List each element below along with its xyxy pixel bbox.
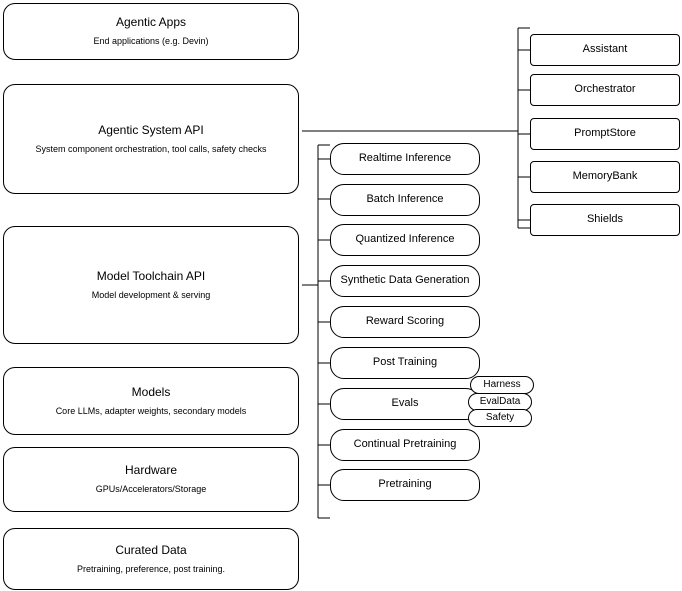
toolchain-label: Quantized Inference bbox=[355, 233, 455, 246]
component-shields[interactable] bbox=[530, 204, 680, 236]
toolchain-label: Continual Pretraining bbox=[353, 438, 457, 451]
toolchain-realtime-inference[interactable] bbox=[330, 143, 480, 175]
layer-agentic-apps[interactable] bbox=[3, 3, 299, 60]
component-memorybank[interactable] bbox=[530, 161, 680, 193]
toolchain-synthetic-data-generation[interactable] bbox=[330, 265, 480, 297]
eval-subcomponent-label: EvalData bbox=[479, 395, 521, 407]
layer-subtitle: System component orchestration, tool calls, safety checks bbox=[35, 143, 267, 154]
component-orchestrator[interactable] bbox=[530, 74, 680, 106]
component-label: Assistant bbox=[582, 43, 628, 56]
layer-subtitle: Core LLMs, adapter weights, secondary models bbox=[55, 405, 247, 416]
component-label: Orchestrator bbox=[574, 83, 636, 96]
layer-subtitle: GPUs/Accelerators/Storage bbox=[95, 484, 207, 495]
layer-title: Curated Data bbox=[115, 542, 187, 557]
toolchain-label: Pretraining bbox=[378, 478, 432, 491]
toolchain-post-training[interactable] bbox=[330, 347, 480, 379]
eval-subcomponent-label: Safety bbox=[485, 411, 515, 423]
toolchain-label: Evals bbox=[391, 397, 419, 410]
toolchain-label: Post Training bbox=[372, 356, 438, 369]
toolchain-batch-inference[interactable] bbox=[330, 184, 480, 216]
layer-subtitle: End applications (e.g. Devin) bbox=[93, 36, 209, 47]
layer-hardware[interactable] bbox=[3, 447, 299, 512]
toolchain-quantized-inference[interactable] bbox=[330, 224, 480, 256]
toolchain-label: Batch Inference bbox=[366, 193, 444, 206]
layer-models[interactable] bbox=[3, 367, 299, 435]
toolchain-label: Reward Scoring bbox=[365, 315, 445, 328]
component-promptstore[interactable] bbox=[530, 118, 680, 150]
layer-title: Model Toolchain API bbox=[96, 268, 206, 283]
layer-title: Agentic Apps bbox=[115, 15, 187, 30]
layer-title: Models bbox=[131, 384, 171, 399]
toolchain-continual-pretraining[interactable] bbox=[330, 429, 480, 461]
eval-subcomponent-label: Harness bbox=[483, 378, 521, 390]
toolchain-pretraining[interactable] bbox=[330, 469, 480, 501]
layer-subtitle: Model development & serving bbox=[91, 289, 211, 300]
layer-subtitle: Pretraining, preference, post training. bbox=[76, 563, 226, 574]
toolchain-reward-scoring[interactable] bbox=[330, 306, 480, 338]
layer-title: Agentic System API bbox=[98, 122, 204, 137]
component-label: PromptStore bbox=[574, 127, 636, 140]
layer-curated-data[interactable] bbox=[3, 528, 299, 590]
layer-title: Hardware bbox=[124, 463, 178, 478]
toolchain-label: Synthetic Data Generation bbox=[340, 274, 470, 287]
toolchain-evals[interactable] bbox=[330, 388, 480, 420]
eval-subcomponent-safety[interactable] bbox=[468, 409, 532, 427]
toolchain-label: Realtime Inference bbox=[358, 152, 452, 165]
component-label: MemoryBank bbox=[572, 170, 638, 183]
component-assistant[interactable] bbox=[530, 34, 680, 66]
component-label: Shields bbox=[586, 213, 624, 226]
eval-subcomponent-harness[interactable] bbox=[470, 376, 534, 394]
layer-agentic-system-api[interactable] bbox=[3, 84, 299, 194]
layer-model-toolchain-api[interactable] bbox=[3, 226, 299, 344]
